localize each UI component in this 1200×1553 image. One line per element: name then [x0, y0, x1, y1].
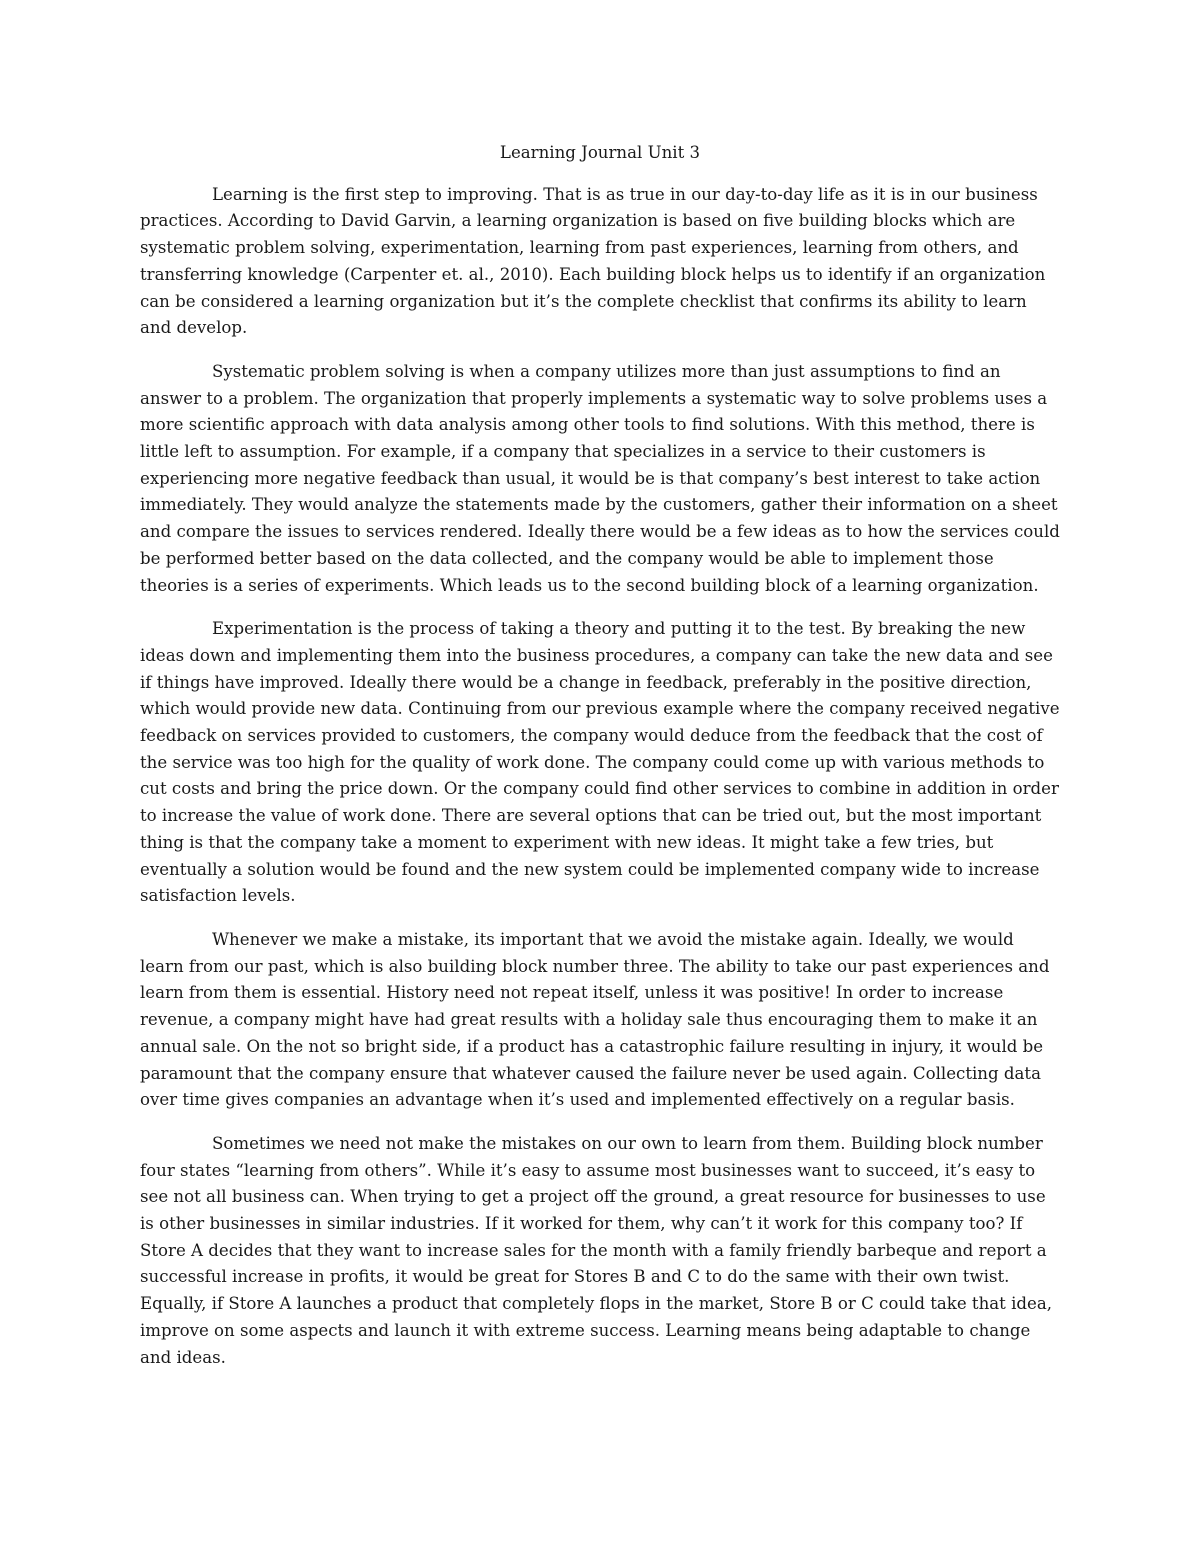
paragraph-systematic-problem-solving: Systematic problem solving is when a company utilizes more than just assumptions to find an answer to a problem. The organization that properly implements a systematic way to solve problems uses a more scientific approach with data analysis among other tools to find solutions. With this method, there is little left to assumption. For example, if a company that specializes in a service to their customers is experiencing more negative feedback than usual, it would be is that company’s best interest to take action immediately. They would analyze the statements made by the customers, gather their information on a sheet and compare the issues to services rendered. Ideally there would be a few ideas as to how the services could be performed better based on the data collected, and the company would be able to implement those theories is a series of experiments. Which leads us to the second building block of a learning organization. [140, 361, 1060, 595]
paragraph-introduction: Learning is the first step to improving. That is as true in our day-to-day life as it is in our business practices. According to David Garvin, a learning organization is based on five building blocks which are systematic problem solving, experimentation, learning from past experiences, learning from others, and transferring knowledge (Carpenter et. al., 2010). Each building block helps us to identify if an organization can be considered a learning organization but it’s the complete checklist that confirms its ability to learn and develop. [140, 184, 1046, 338]
document-body [140, 140, 1060, 1388]
document-title: Learning Journal Unit 3 [499, 143, 701, 162]
paragraph-learning-from-others: Sometimes we need not make the mistakes on our own to learn from them. Building block number four states “learning from others”. While it’s easy to assume most businesses want to succeed, it’s easy to see not all business can. When trying to get a project off the ground, a great resource for businesses to use is other businesses in similar industries. If it worked for them, why can’t it work for this company too? If Store A decides that they want to increase sales for the month with a family friendly barbeque and report a successful increase in profits, it would be great for Stores B and C to do the same with their own twist. Equally, if Store A launches a product that completely flops in the market, Store B or C could take that idea, improve on some aspects and launch it with extreme success. Learning means being adaptable to change and ideas. [140, 1133, 1053, 1367]
paragraph-learning-from-past: Whenever we make a mistake, its important that we avoid the mistake again. Ideally, we would learn from our past, which is also building block number three. The ability to take our past experiences and learn from them is essential. History need not repeat itself, unless it was positive! In order to increase revenue, a company might have had great results with a holiday sale thus encouraging them to make it an annual sale. On the not so bright side, if a product has a catastrophic failure resulting in injury, it would be paramount that the company ensure that whatever caused the failure never be used again. Collecting data over time gives companies an advantage when it’s used and implemented effectively on a regular basis. [140, 929, 1050, 1110]
paragraph-experimentation: Experimentation is the process of taking a theory and putting it to the test. By breaking the new ideas down and implementing them into the business procedures, a company can take the new data and see if things have improved. Ideally there would be a change in feedback, preferably in the positive direction, which would provide new data. Continuing from our previous example where the company received negative feedback on services provided to customers, the company would deduce from the feedback that the cost of the service was too high for the quality of work done. The company could come up with various methods to cut costs and bring the price down. Or the company could find other services to combine in addition in order to increase the value of work done. There are several options that can be tried out, but the most important thing is that the company take a moment to experiment with new ideas. It might take a few tries, but eventually a solution would be found and the new system could be implemented company wide to increase satisfaction levels. [140, 619, 1060, 906]
